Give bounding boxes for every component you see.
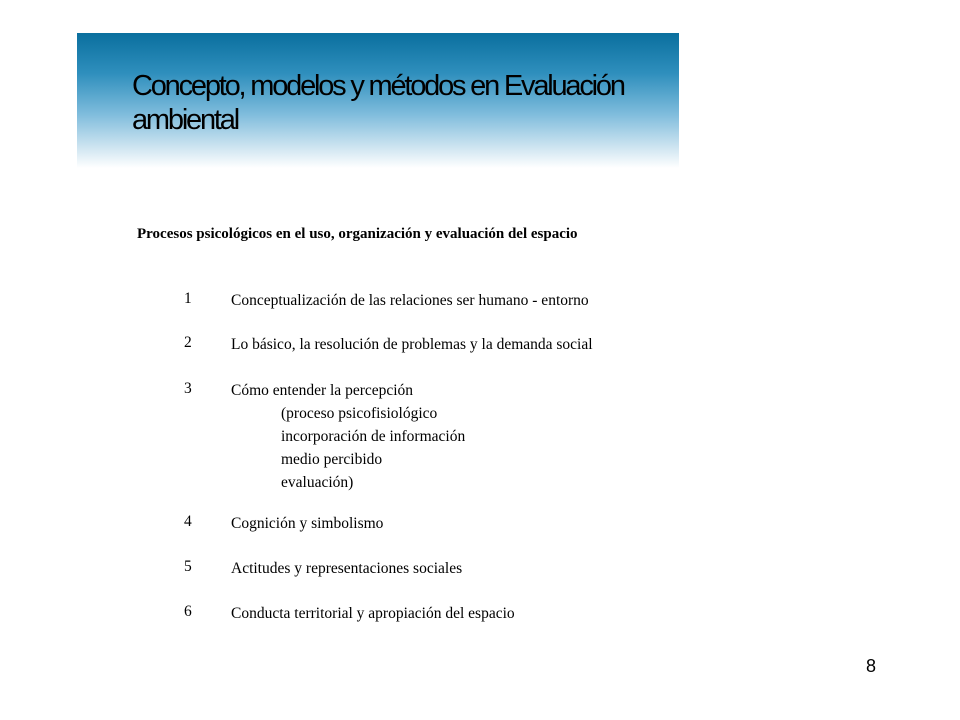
- item-subline: (proceso psicofisiológico: [281, 405, 438, 422]
- list-item: [182, 558, 462, 580]
- list-item: [182, 380, 465, 494]
- list-item: [182, 334, 593, 356]
- item-number: 5: [184, 558, 192, 575]
- item-subline: incorporación de información: [281, 428, 466, 445]
- item-text: Actitudes y representaciones sociales: [231, 560, 463, 577]
- section-subtitle: Procesos psicológicos en el uso, organización y evaluación del espacio: [137, 226, 578, 242]
- item-text: Conducta territorial y apropiación del espacio: [231, 605, 515, 622]
- page-number: 8: [866, 656, 877, 676]
- item-text: Cognición y simbolismo: [231, 515, 384, 532]
- item-number: 1: [184, 290, 192, 307]
- item-text: Lo básico, la resolución de problemas y la demanda social: [231, 336, 593, 353]
- item-number: 4: [184, 513, 192, 530]
- list-item: [182, 290, 589, 312]
- item-number: 6: [184, 603, 192, 620]
- item-text: Cómo entender la percepción: [231, 382, 414, 399]
- list-item: [182, 513, 383, 535]
- item-subline: medio percibido: [281, 451, 383, 468]
- item-number: 2: [184, 334, 192, 351]
- item-subline: evaluación): [281, 474, 354, 491]
- item-number: 3: [184, 380, 192, 397]
- item-text: Conceptualización de las relaciones ser humano - entorno: [231, 292, 589, 309]
- list-item: [182, 603, 515, 625]
- slide-title: Concepto, modelos y métodos en Evaluación ambiental: [132, 70, 624, 136]
